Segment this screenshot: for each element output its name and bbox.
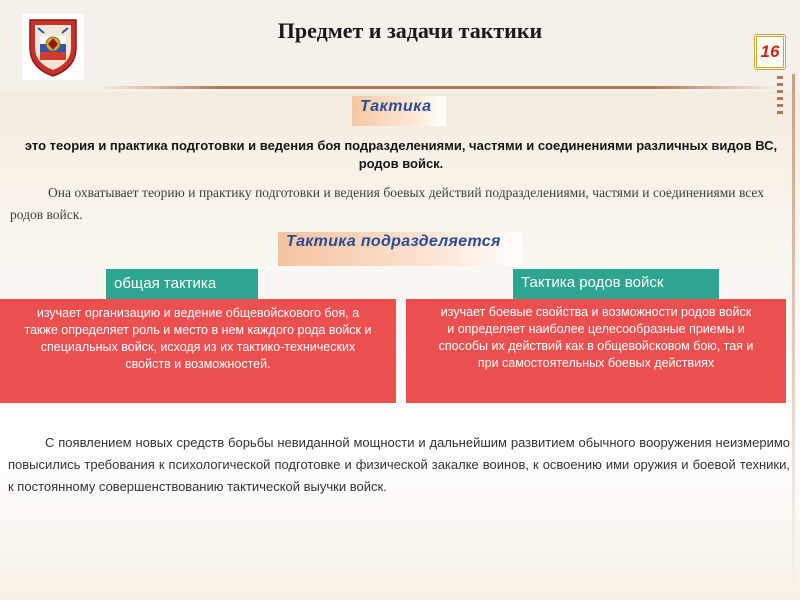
division-heading: Тактика подразделяется	[278, 232, 522, 266]
general-tactics-label: общая тактика	[106, 269, 258, 299]
right-border-line	[792, 74, 795, 594]
tactics-definition: это теория и практика подготовки и ведения боя подразделениями, частями и соединениями различных видов ВС, родов войск.	[24, 138, 778, 171]
general-tactics-description-box	[0, 299, 396, 403]
closing-paragraph: С появлением новых средств борьбы невиданной мощности и дальнейшим развитием обычного вооружения неизмеримо повысились требования к психологической подготовке и физической закалке воинов, к освоению ими оружия и боевой техники, к постоянному совершенствованию тактической выучки войск.	[8, 435, 790, 494]
military-academy-emblem-icon	[22, 14, 84, 80]
branch-tactics-description-box	[406, 299, 786, 403]
branch-tactics-description: изучает боевые свойства и возможности родов войск и определяет наиболее целесообразные приемы и способы их действий как в общевойсковом бою, тая и при самостоятельных боевых действиях	[438, 305, 754, 370]
tactics-term-text: Тактика	[360, 98, 432, 115]
header-background	[0, 0, 800, 92]
general-tactics-description: изучает организацию и ведение общевойскового боя, а также определяет роль и место в нем каждого рода войск и специальных войск, исходя из их тактико-технических свойств и возможностей.	[24, 306, 372, 371]
right-border-dots	[777, 76, 783, 116]
page-title: Предмет и задачи тактики	[277, 18, 543, 43]
tactics-term-label	[352, 96, 446, 126]
scope-paragraph: Она охватывает теорию и практику подготовки и ведения боевых действий подразделениями, частями и соединениями всех родов войск.	[10, 185, 764, 222]
branch-tactics-label: Тактика родов войск	[513, 269, 719, 299]
page-number-badge: 16	[754, 34, 786, 70]
header-divider	[98, 86, 778, 89]
